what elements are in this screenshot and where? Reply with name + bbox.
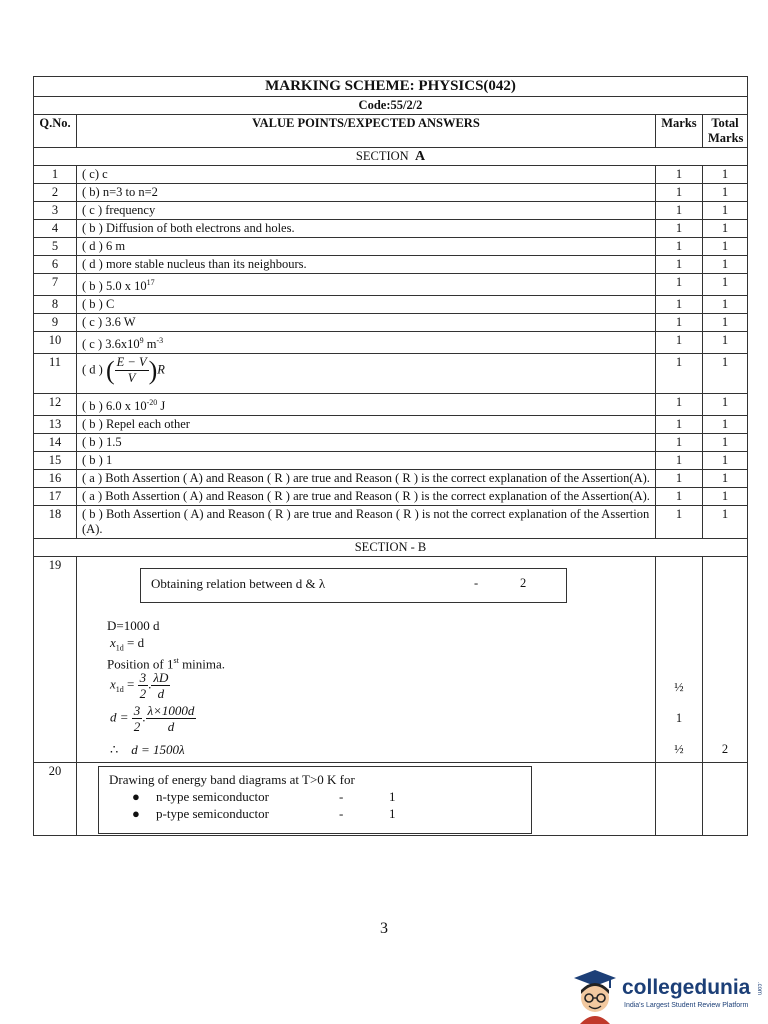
answer-text: ( d ) 6 m bbox=[77, 238, 656, 256]
question-number: 7 bbox=[34, 274, 77, 296]
q19-line2: $x_{1d} = d$ bbox=[110, 635, 145, 654]
total-marks-value: 1 bbox=[702, 274, 747, 296]
marking-scheme-sheet bbox=[33, 76, 748, 836]
question-number: 15 bbox=[34, 452, 77, 470]
question-number: 8 bbox=[34, 296, 77, 314]
question-number: 12 bbox=[34, 394, 77, 416]
answer-text: ( c) c bbox=[77, 166, 656, 184]
question-number: 6 bbox=[34, 256, 77, 274]
question-number: 3 bbox=[34, 202, 77, 220]
marks-value: 1 bbox=[655, 452, 702, 470]
table-row bbox=[34, 274, 748, 296]
document-title: MARKING SCHEME: PHYSICS(042) bbox=[34, 77, 748, 97]
page-number: 3 bbox=[380, 920, 388, 937]
marks-value: 1 bbox=[655, 416, 702, 434]
table-row bbox=[34, 470, 748, 488]
total-marks-value: 1 bbox=[702, 296, 747, 314]
table-row bbox=[34, 488, 748, 506]
table-row bbox=[34, 296, 748, 314]
answer-text: ( c ) $3.6x10^9$ $m^{-3}$ bbox=[77, 332, 656, 354]
total-marks-value: 1 bbox=[702, 256, 747, 274]
section-a-rows-continued bbox=[34, 394, 748, 539]
answer-text: ( b) n=3 to n=2 bbox=[77, 184, 656, 202]
total-marks-value: 1 bbox=[702, 166, 747, 184]
table-row bbox=[34, 220, 748, 238]
answer-19 bbox=[77, 557, 656, 763]
total-marks-value: 1 bbox=[702, 220, 747, 238]
q19-line1: D=1000 d bbox=[107, 618, 160, 634]
question-number: 17 bbox=[34, 488, 77, 506]
marks-value: 1 bbox=[655, 488, 702, 506]
col-marks: Marks bbox=[655, 115, 702, 148]
table-row bbox=[34, 332, 748, 354]
marking-scheme-table bbox=[33, 76, 748, 836]
table-row: 11 ( d ) ( $\frac{E - V}{V}$ )R 1 1 bbox=[34, 354, 748, 394]
question-number: 1 bbox=[34, 166, 77, 184]
answer-text: ( b ) Repel each other bbox=[77, 416, 656, 434]
answer-11: ( d ) ( $\frac{E - V}{V}$ )R bbox=[77, 354, 656, 394]
q20-box: Drawing of energy band diagrams at T>0 K for ● n-type semiconductor - 1 ● p-type semiconductor - 1 bbox=[98, 766, 532, 834]
table-row: 19 Obtaining relation between d & λ - 2 D=1000 d $x_{1d} = d$ Position of 1st minima. $x_{1d}$ = $\frac{3}{2}$ . $\frac{\lambda D}{d}$ d = $\frac{3}{2}$ . $\frac{\lambda\times 1000d}{d}$ ∴ d = 1500λ ½ 1 ½ 2 bbox=[34, 557, 748, 763]
total-marks-value: 1 bbox=[702, 202, 747, 220]
answer-text: ( c ) 3.6 W bbox=[77, 314, 656, 332]
total-marks-value: 1 bbox=[702, 488, 747, 506]
question-number: 5 bbox=[34, 238, 77, 256]
marks-value: 1 bbox=[655, 332, 702, 354]
table-row bbox=[34, 416, 748, 434]
col-total: Total Marks bbox=[702, 115, 747, 148]
answer-text: ( b ) 5.0 x $10^{17}$ bbox=[77, 274, 656, 296]
marks-value: 1 bbox=[655, 184, 702, 202]
table-row bbox=[34, 256, 748, 274]
total-marks-value: 1 bbox=[702, 394, 747, 416]
marks-value: 1 bbox=[655, 166, 702, 184]
answer-text: ( b ) 6.0 x $10^{-20}$ J bbox=[77, 394, 656, 416]
total-marks-value: 1 bbox=[702, 314, 747, 332]
question-number: 13 bbox=[34, 416, 77, 434]
marks-value: 1 bbox=[655, 314, 702, 332]
table-row bbox=[34, 452, 748, 470]
col-answers: VALUE POINTS/EXPECTED ANSWERS bbox=[77, 115, 656, 148]
marks-value: 1 bbox=[655, 506, 702, 539]
question-number: 2 bbox=[34, 184, 77, 202]
answer-text: ( b ) Diffusion of both electrons and holes. bbox=[77, 220, 656, 238]
col-qno: Q.No. bbox=[34, 115, 77, 148]
table-row bbox=[34, 184, 748, 202]
table-row bbox=[34, 394, 748, 416]
answer-text: ( a ) Both Assertion ( A) and Reason ( R ) are true and Reason ( R ) is the correct explanation of the Assertion(A). bbox=[77, 470, 656, 488]
q19-line3: Position of 1st minima. bbox=[107, 656, 226, 672]
total-marks-value: 1 bbox=[702, 184, 747, 202]
total-marks-value: 1 bbox=[702, 238, 747, 256]
paper-code: Code:55/2/2 bbox=[34, 97, 748, 115]
table-row bbox=[34, 506, 748, 539]
q19-marks: ½ 1 ½ bbox=[655, 557, 702, 763]
total-marks-value: 1 bbox=[702, 506, 747, 539]
marks-value: 1 bbox=[655, 296, 702, 314]
column-header-row bbox=[34, 115, 748, 148]
collegedunia-logo: collegedunia .com India's Largest Student Review Platform bbox=[572, 968, 768, 1024]
question-number: 16 bbox=[34, 470, 77, 488]
marks-value: 1 bbox=[655, 394, 702, 416]
total-marks-value: 1 bbox=[702, 434, 747, 452]
question-number: 14 bbox=[34, 434, 77, 452]
q19-total: 2 bbox=[702, 557, 747, 763]
q19-eq1: $x_{1d}$ = $\frac{3}{2}$ . $\frac{\lambda D}{d}$ bbox=[110, 670, 169, 702]
table-row bbox=[34, 434, 748, 452]
question-number: 10 bbox=[34, 332, 77, 354]
answer-text: ( a ) Both Assertion ( A) and Reason ( R ) are true and Reason ( R ) is the correct explanation of the Assertion(A). bbox=[77, 488, 656, 506]
table-row: 20 Drawing of energy band diagrams at T>0 K for ● n-type semiconductor - 1 ● p-type semiconductor - 1 bbox=[34, 763, 748, 836]
question-number: 4 bbox=[34, 220, 77, 238]
question-number: 9 bbox=[34, 314, 77, 332]
q19-eq2: d = $\frac{3}{2}$ . $\frac{\lambda\times 1000d}{d}$ bbox=[110, 703, 195, 735]
table-row bbox=[34, 314, 748, 332]
total-marks-value: 1 bbox=[702, 332, 747, 354]
answer-20 bbox=[77, 763, 656, 836]
answer-text: ( b ) C bbox=[77, 296, 656, 314]
question-number: 18 bbox=[34, 506, 77, 539]
q19-box: Obtaining relation between d & λ - 2 bbox=[140, 568, 567, 603]
marks-value: 1 bbox=[655, 238, 702, 256]
marks-value: 1 bbox=[655, 202, 702, 220]
marks-value: 1 bbox=[655, 434, 702, 452]
section-a-heading: SECTION A bbox=[34, 148, 748, 166]
marks-value: 1 bbox=[655, 274, 702, 296]
answer-text: ( b ) Both Assertion ( A) and Reason ( R ) are true and Reason ( R ) is not the correct explanation of the Assertion (A). bbox=[77, 506, 656, 539]
total-marks-value: 1 bbox=[702, 452, 747, 470]
answer-text: ( c ) frequency bbox=[77, 202, 656, 220]
student-mascot-icon bbox=[572, 968, 618, 1024]
table-row bbox=[34, 166, 748, 184]
section-b-heading: SECTION - B bbox=[34, 539, 748, 557]
total-marks-value: 1 bbox=[702, 470, 747, 488]
marks-value: 1 bbox=[655, 470, 702, 488]
answer-text: ( b ) 1 bbox=[77, 452, 656, 470]
answer-text: ( d ) more stable nucleus than its neighbours. bbox=[77, 256, 656, 274]
table-row bbox=[34, 238, 748, 256]
table-row bbox=[34, 202, 748, 220]
answer-text: ( b ) 1.5 bbox=[77, 434, 656, 452]
q19-eq3: ∴ d = 1500λ bbox=[110, 742, 185, 758]
total-marks-value: 1 bbox=[702, 416, 747, 434]
marks-value: 1 bbox=[655, 220, 702, 238]
section-a-rows bbox=[34, 166, 748, 354]
marks-value: 1 bbox=[655, 256, 702, 274]
